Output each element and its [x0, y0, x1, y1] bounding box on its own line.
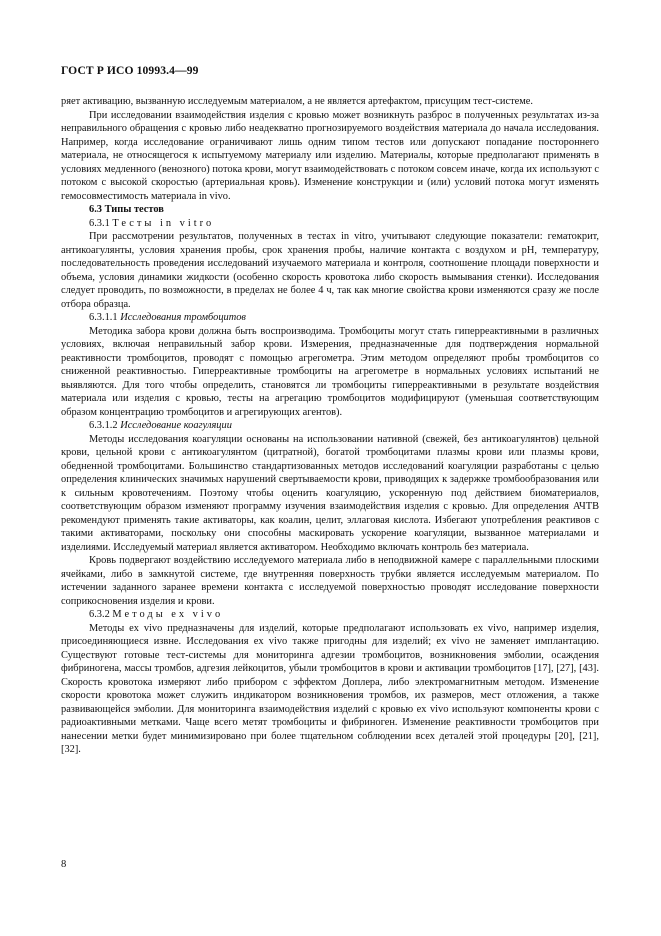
paragraph-coagulation: Методы исследования коагуляции основаны на использовании нативной (свежей, без антикоагулянтов) цельной крови, цельной крови с антикоагулянтом (цитратной), богатой тромбоцитами плазмы крови или плазмы крови, обедненной тромбоцитами. Большинство стандартизованных методов исследований коагуляции разработаны с целью определения клинических значимых нарушений свертываемости крови, приводящих к задержке тромбообразования или к сильным кровотечениям. Поэтому чтобы оценить коагуляцию, ускоренную под действием биоматериалов, соответствующим образом изменяют программу изучения взаимодействия изделия с кровью. Для определения АЧТВ рекомендуют применять такие активаторы, как коалин, целит, эллаговая кислота. Избегают употребления реактивов с такими активаторами, поскольку они способны маскировать ускорение коагуляции, вызванное материалами и изделиями. Исследуемый материал является активатором. Необходимо включать контроль без материала.	[61, 433, 599, 553]
paragraph-ex-vivo: Методы ex vivo предназначены для изделий, которые предполагают использовать ex vivo, например изделия, присоединяющиеся извне. Исследования ex vivo также пригодны для изделий; ex vivo не заменяет имплантацию. Существуют готовые тест-системы для мониторинга адгезии тромбоцитов, возникновения эмболии, осаждения фибриногена, массы тромбов, адгезия лейкоцитов, убыли тромбоцитов в крови и активации тромбоцитов [17], [27], [43]. Скорость кровотока измеряют либо прибором с эффектом Доплера, либо электромагнитным методом. Изменение скорости кровотока может служить индикатором возникновения тромбов, их размеров, мест отложения, а также развивающейся эмболии. Для мониторинга взаимодействия изделий с кровью ex vivo используют компоненты крови с радиоактивными метками. Чаще всего метят тромбоциты и фибриноген. Изменение реактивности тромбоцитов при нанесении метки будет минимизировано при более тщательном соблюдении всех деталей этой процедуры [20], [21], [32].	[61, 622, 599, 755]
paragraph-blood-exposure: Кровь подвергают воздействию исследуемого материала либо в неподвижной камере с параллельными плоскими ячейками, либо в замкнутой системе, где внутренняя поверхность трубки является исследуемым материалом. По истечении заданного заранее времени контакта с исследуемой поверхностью проводят исследование поверхности соприкосновения изделия и крови.	[61, 555, 599, 607]
page-number: 8	[61, 859, 67, 870]
section-number: 6.3.2	[89, 609, 110, 620]
subsection-heading-6-3-2	[61, 608, 599, 622]
subsection-heading-6-3-1	[61, 217, 599, 231]
paragraph-continuation: ряет активацию, вызванную исследуемым материалом, а не является артефактом, присущим тест-системе.	[61, 96, 534, 107]
subsection-heading-6-3-1-2	[61, 419, 599, 433]
document-body	[61, 95, 599, 757]
paragraph-in-vitro: При рассмотрении результатов, полученных в тестах in vitro, учитывают следующие показатели: гематокрит, антикоагулянты, условия хранения пробы, срок хранения пробы, наличие контакта с воздухом и рН, температуру, последовательность проведения исследований изучаемого материала и контроля, соотношение площади поверхности и объема, условия динамики жидкости (особенно скорость кровотока либо скорость вымывания стенки). Исследования следует проводить, по возможности, в пределах не более 4 ч, так как многие свойства крови изменяются сразу же после отбора образца.	[61, 231, 599, 310]
section-number: 6.3.1.1	[89, 312, 118, 323]
subsection-heading-6-3-1-1	[61, 311, 599, 325]
document-header: ГОСТ Р ИСО 10993.4—99	[61, 64, 199, 77]
section-title: Исследование коагуляции	[120, 420, 232, 431]
section-title: Исследования тромбоцитов	[120, 312, 246, 323]
paragraph-blood-interaction: При исследовании взаимодействия изделия с кровью может возникнуть разброс в полученных результатах из-за неправильного обращения с кровью либо неадекватно прогнозируемого воздействия материала до начала исследования. Например, когда исследование ограничивают лишь одним типом тестов или допускают попадание постороннего материала, не относящегося к испытуемому материалу или изделию. Материалы, которые предполагают применять в условиях медленного (венозного) потока крови, могут взаимодействовать с потоком совсем иначе, когда их используют с потоком с высокой скоростью (артериальная кровь). Изменение конструкции и (или) условий потока могут изменять гемосовместимость материала in vivo.	[61, 109, 599, 202]
section-title: Методы ex vivo	[112, 609, 224, 620]
section-title: Тесты in vitro	[112, 217, 215, 229]
paragraph-platelets: Методика забора крови должна быть воспроизводима. Тромбоциты могут стать гиперреактивными в различных условиях, включая неправильный забор крови. Измерения, предназначенные для подтверждения нормальной реактивности тромбоцитов, проводят с помощью агрегометра. Этим методом определяют пробы тромбоцитов со сниженной реактивностью. Гиперреактивные тромбоциты на агрегометре в нормальных условиях испытаний не выявляются. Для того чтобы определить, становятся ли тромбоциты гиперреактивными в результате воздействия материала или изделия с кровью, тесты на агрегацию тромбоцитов модифицируют (уменьшая соответствующим образом концентрацию тромбоцитов и агрегирующих агентов).	[61, 325, 599, 418]
section-number: 6.3.1.2	[89, 420, 118, 431]
section-heading-6-3: 6.3 Типы тестов	[89, 204, 164, 215]
section-number: 6.3.1	[89, 217, 110, 229]
